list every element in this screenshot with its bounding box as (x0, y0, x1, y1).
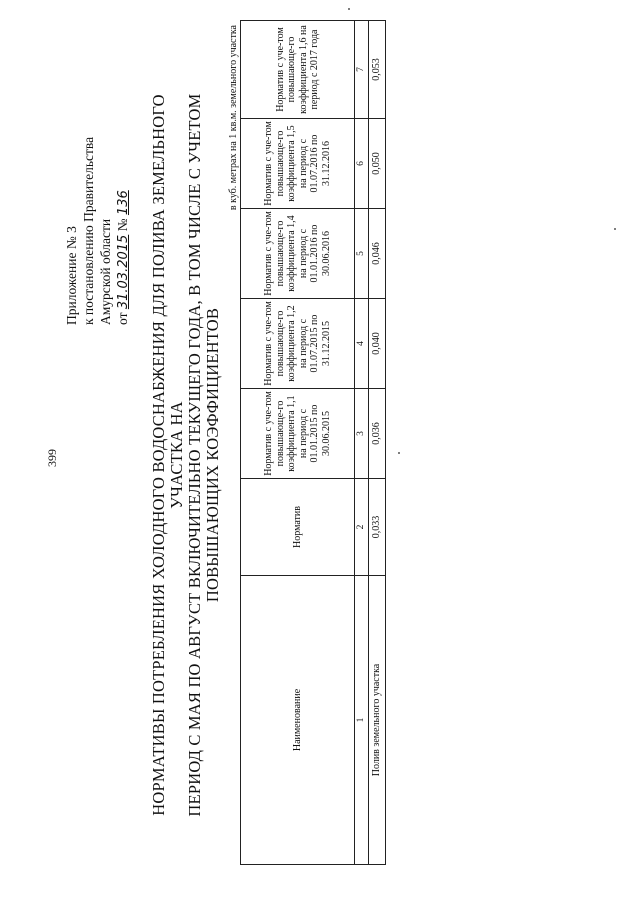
value-cell: 0,036 (369, 389, 386, 479)
column-number: 6 (355, 119, 369, 209)
title-line-3: ПОВЫШАЮЩИХ КОЭФФИЦИЕНТОВ (203, 307, 222, 603)
appendix-region-line: Амурской области (98, 218, 113, 325)
title-line-2: ПЕРИОД С МАЯ ПО АВГУСТ ВКЛЮЧИТЕЛЬНО ТЕКУЩЕГО ГОДА, В ТОМ ЧИСЛЕ С УЧЕТОМ (185, 93, 204, 817)
title-line-1: НОРМАТИВЫ ПОТРЕБЛЕНИЯ ХОЛОДНОГО ВОДОСНАБЖЕНИЯ ДЛЯ ПОЛИВА ЗЕМЕЛЬНОГО УЧАСТКА НА (149, 94, 186, 816)
handwritten-date: 31.03.2015 (116, 234, 131, 310)
value-cell: 0,053 (369, 21, 386, 119)
header-coef-1-6: Норматив с уче-том повышающе-го коэффициента 1,6 на период с 2017 года (241, 21, 355, 119)
column-number: 5 (355, 209, 369, 299)
column-number: 2 (355, 479, 369, 576)
appendix-title: Приложение № 3 (64, 226, 79, 325)
value-cell: 0,040 (369, 299, 386, 389)
header-coef-1-1: Норматив с уче-том повышающе-го коэффициента 1,1 на период с 01.01.2015 по 30.06.2015 (241, 389, 355, 479)
table-row (369, 21, 386, 865)
unit-note: в куб. метрах на 1 кв.м. земельного участка (228, 25, 239, 211)
value-cell: 0,033 (369, 479, 386, 576)
column-number: 7 (355, 21, 369, 119)
row-label: Полив земельного участка (369, 576, 386, 865)
norms-table (240, 20, 386, 865)
number-prefix: № (115, 218, 130, 232)
appendix-resolution-line: к постановлению Правительства (81, 136, 96, 325)
header-name: Наименование (241, 576, 355, 865)
document-title (150, 65, 222, 845)
column-number: 4 (355, 299, 369, 389)
header-norm: Норматив (241, 479, 355, 576)
header-coef-1-2: Норматив с уче-том повышающе-го коэффициента 1,2 на период с 01.07.2015 по 31.12.2015 (241, 299, 355, 389)
column-number-row (355, 21, 369, 865)
table-header-row (241, 21, 355, 865)
header-coef-1-4: Норматив с уче-том повышающе-го коэффициента 1,4 на период с 01.01.2016 по 30.06.2016 (241, 209, 355, 299)
value-cell: 0,050 (369, 119, 386, 209)
appendix-date-line (114, 5, 132, 325)
date-prefix: от (115, 312, 130, 325)
value-cell: 0,046 (369, 209, 386, 299)
appendix-block (63, 5, 132, 325)
column-number: 3 (355, 389, 369, 479)
page-number: 399 (45, 449, 59, 467)
column-number: 1 (355, 576, 369, 865)
header-coef-1-5: Норматив с уче-том повышающе-го коэффициента 1,5 на период с 01.07.2016 по 31.12.2016 (241, 119, 355, 209)
handwritten-number: 136 (116, 190, 131, 216)
